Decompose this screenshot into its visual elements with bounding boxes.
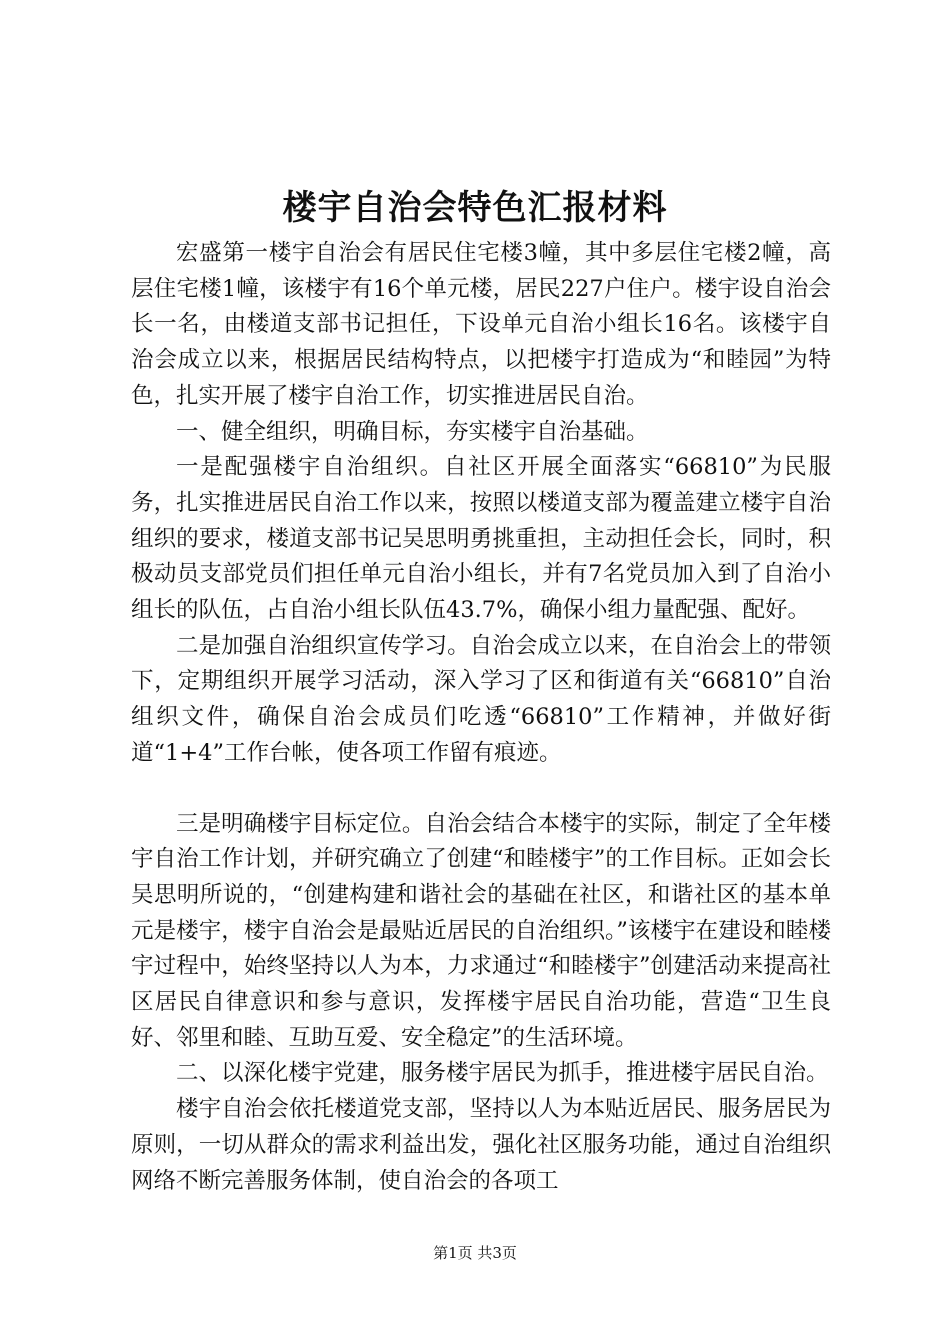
section-heading-1: 一、健全组织，明确目标，夯实楼宇自治基础。 — [176, 418, 649, 445]
section-heading-2: 二、以深化楼宇党建，服务楼宇居民为抓手，推进楼宇居民自治。 — [176, 1060, 829, 1087]
paragraph-1-3: 三是明确楼宇目标定位。自治会结合本楼宇的实际，制定了全年楼宇自治工作计划，并研究确立了创建“和睦楼宇”的工作目标。正如会长吴思明所说的，“创建构建和谐社会的基础在社区，和谐社区的基本单元是楼宇，楼宇自治会是最贴近居民的自治组织。”该楼宇在建设和睦楼宇过程中，始终坚持以人为本，力求通过“和睦楼宇”创建活动来提高社区居民自律意识和参与意识，发挥楼宇居民自治功能，营造“卫生良好、邻里和睦、互助互爱、安全稳定”的生活环境。 — [131, 810, 831, 1051]
paragraph-intro: 宏盛第一楼宇自治会有居民住宅楼3幢，其中多层住宅楼2幢，高层住宅楼1幢，该楼宇有16个单元楼，居民227户住户。楼宇设自治会长一名，由楼道支部书记担任，下设单元自治小组长16名。该楼宇自治会成立以来，根据居民结构特点，以把楼宇打造成为“和睦园”为特色，扎实开展了楼宇自治工作，切实推进居民自治。 — [131, 240, 831, 409]
document-body — [131, 236, 831, 1199]
document-title: 楼宇自治会特色汇报材料 — [282, 188, 668, 228]
paragraph-1-2: 二是加强自治组织宣传学习。自治会成立以来，在自治会上的带领下，定期组织开展学习活动，深入学习了区和街道有关“66810”自治组织文件，确保自治会成员们吃透“66810”工作精神，并做好街道“1+4”工作台帐，使各项工作留有痕迹。 — [131, 632, 831, 766]
paragraph-2-1: 楼宇自治会依托楼道党支部，坚持以人为本贴近居民、服务居民为原则，一切从群众的需求利益出发，强化社区服务功能，通过自治组织网络不断完善服务体制，使自治会的各项工 — [131, 1096, 831, 1194]
page-footer: 第1页 共3页 — [433, 1244, 517, 1262]
paragraph-1-1: 一是配强楼宇自治组织。自社区开展全面落实“66810”为民服务，扎实推进居民自治工作以来，按照以楼道支部为覆盖建立楼宇自治组织的要求，楼道支部书记吴思明勇挑重担，主动担任会长，同时，积极动员支部党员们担任单元自治小组长，并有7名党员加入到了自治小组长的队伍，占自治小组长队伍43.7%，确保小组力量配强、配好。 — [131, 454, 831, 624]
